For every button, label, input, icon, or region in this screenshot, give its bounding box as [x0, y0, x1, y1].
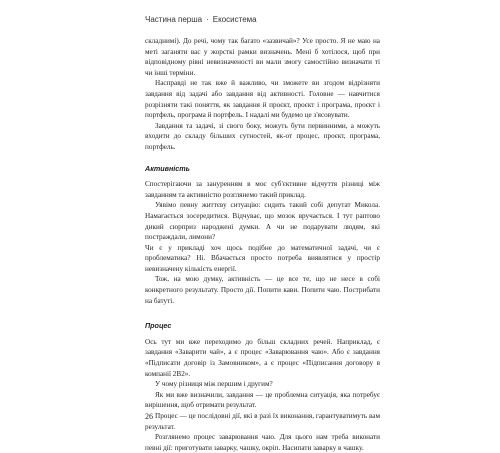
- paragraph: У чому різниця між першим і другим?: [155, 380, 273, 389]
- running-head-part: Частина перша: [145, 15, 203, 24]
- page-number: 26: [145, 412, 153, 421]
- paragraph: Ось тут ми вже переходимо до більш складних речей. Наприклад, є завдання «Заварити чай», а є процес «Заварювання чаю». Або є завдання «Підписати договір із Замовником», а є процес «Підписання договору в компанії 2В2».: [145, 337, 380, 378]
- running-head: [145, 15, 257, 24]
- section-heading-activity: Активність: [145, 163, 190, 173]
- paragraph: Процес — це послідовні дії, які в разі їх виконання, гарантуватимуть вам результат.: [145, 412, 380, 431]
- section-heading-process: Процес: [145, 321, 172, 331]
- paragraph: Завдання та задачі, зі свого боку, можуть бути первинними, а можуть входити до складу більших сутностей, як-от процес, проєкт, програма, портфель.: [145, 121, 380, 151]
- paragraph: Насправді не так вже й важливо, чи зможете ви згодом відрізняти завдання від задачі або завдання від активності. Головне — навчитися розрізняти такі поняття, як завдання й проєкт, проєкт і програма, проєкт і портфель, програма й портфель. І надалі ми будемо це з'ясовувати.: [145, 79, 380, 120]
- body-text: [145, 36, 380, 453]
- paragraph: Спостерігаючи за зануренням в моє суб'єктивне відчуття різниці між завданням та активністю розглянемо такий приклад.: [145, 180, 380, 199]
- paragraph: Як ми вже визначили, завдання — це проблемна ситуація, яка потребує вирішення, щоб отримати результат.: [145, 390, 380, 410]
- paragraph: Тож, на мою думку, активність — це все те, що не несе в собі конкретного результату. Просто дії. Попити кави. Попити чаю. Пострибати на батуті.: [145, 275, 380, 305]
- running-head-chapter: Екосистема: [212, 15, 257, 24]
- paragraph: Чи є у прикладі хоч щось подібне до математичної задачі, чи є проблематика? Ні. Вбачається просто потреба виявлятися у простір невизначену кількість енергії.: [145, 243, 380, 273]
- running-head-separator: ·: [206, 15, 209, 24]
- paragraph: Розглянемо процес заварювання чаю. Для цього нам треба виконати певні дії: приготувати заварку, чашку, окріп. Насипати заварку в чашку.: [145, 433, 380, 452]
- paragraph: складнимі). До речі, чому так багато «зазвичай»? Усе просто. Я не маю на меті заганяти вас у жорсткі рамки визначень. Мені б хотілося, щоб при відповідному рівні невизначеності ви мали змогу самостійно визначати ті чи інші терміни.: [145, 37, 380, 77]
- paragraph: Уявімо певну життєву ситуацію: сидить такий собі депутат Микола. Намагається зосередитися. Відчуває, що мозок вручається. І тут раптово дикий сюрприз народжені думки. А чи не подарувати людям, які постраждали, лимони?: [145, 201, 380, 242]
